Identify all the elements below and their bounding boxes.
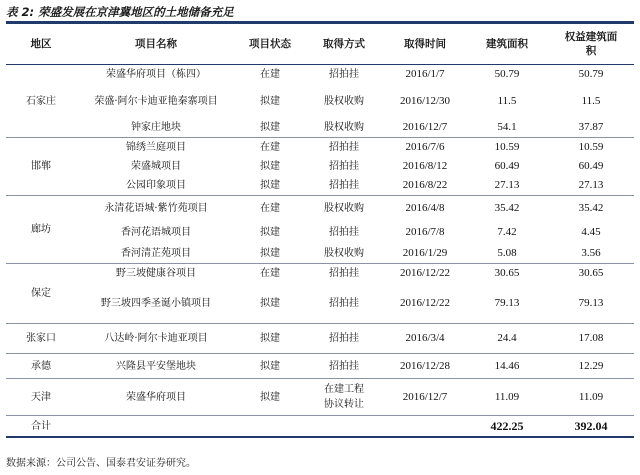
date-cell: 2016/4/8 (405, 201, 445, 214)
region-cell: 石家庄 (6, 65, 76, 138)
date-cell: 2016/8/22 (384, 176, 466, 196)
header-region: 地区 (6, 24, 76, 65)
total-label: 合计 (6, 416, 76, 438)
date-cell: 2016/7/8 (405, 225, 445, 238)
table-row (6, 157, 634, 176)
status-cell: 拟建 (236, 244, 304, 264)
project-cell: 兴隆县平安堡地块 (76, 354, 236, 379)
status-cell: 拟建 (236, 354, 304, 379)
equity-cell: 27.13 (548, 176, 634, 196)
area-cell: 50.79 (494, 68, 520, 80)
method-cell: 股权收购 (324, 202, 364, 214)
total-area: 422.25 (466, 416, 548, 438)
total-row (6, 416, 634, 438)
equity-cell: 17.08 (548, 324, 634, 354)
region-cell: 廊坊 (6, 196, 76, 264)
equity-cell: 4.45 (581, 225, 601, 238)
method-cell: 招拍挂 (329, 226, 359, 238)
source-note: 数据来源：公司公告、国泰君安证券研究。 (6, 458, 196, 469)
method-cell: 股权收购 (324, 95, 364, 107)
project-cell: 荣盛华府项目 (76, 379, 236, 416)
method-cell: 招拍挂 (329, 268, 359, 279)
equity-cell: 60.49 (578, 160, 604, 172)
date-cell: 2016/12/22 (384, 283, 466, 324)
date-cell: 2016/1/7 (405, 68, 445, 80)
header-project: 项目名称 (76, 24, 236, 65)
status-cell: 拟建 (260, 95, 280, 107)
header-equity: 权益建筑面积 (548, 24, 634, 65)
table-row (6, 118, 634, 138)
table-row (6, 379, 634, 416)
table-row (6, 138, 634, 158)
date-cell: 2016/12/30 (399, 94, 451, 107)
table-row (6, 220, 634, 244)
date-cell: 2016/1/29 (384, 244, 466, 264)
header-method: 取得方式 (304, 24, 384, 65)
status-cell: 在建 (260, 69, 280, 80)
status-cell: 在建 (260, 142, 280, 153)
region-cell: 保定 (6, 264, 76, 324)
total-empty (384, 416, 466, 438)
land-reserve-table (6, 24, 634, 438)
table-row (6, 354, 634, 379)
equity-cell: 11.5 (581, 94, 601, 107)
area-cell: 11.09 (466, 379, 548, 416)
area-cell: 30.65 (494, 267, 520, 279)
equity-cell: 35.42 (578, 201, 604, 214)
status-cell: 拟建 (236, 379, 304, 416)
area-cell: 27.13 (466, 176, 548, 196)
project-cell: 香河花语城项目 (121, 226, 191, 238)
project-cell: 钟家庄地块 (76, 118, 236, 138)
project-cell: 公园印象项目 (76, 176, 236, 196)
date-cell: 2016/12/28 (384, 354, 466, 379)
area-cell: 79.13 (466, 283, 548, 324)
equity-cell: 30.65 (578, 267, 604, 279)
method-cell: 在建工程协议转让 (304, 379, 384, 416)
method-cell: 招拍挂 (304, 283, 384, 324)
area-cell: 5.08 (466, 244, 548, 264)
table-caption: 表 2: 荣盛发展在京津冀地区的土地储备充足 (6, 5, 234, 19)
method-cell: 股权收购 (304, 118, 384, 138)
table-row (6, 196, 634, 221)
equity-cell: 10.59 (578, 141, 604, 153)
area-cell: 7.42 (497, 225, 517, 238)
area-cell: 10.59 (494, 141, 520, 153)
project-cell: 野三坡健康谷项目 (116, 268, 196, 279)
header-area: 建筑面积 (466, 24, 548, 65)
status-cell: 拟建 (236, 283, 304, 324)
equity-cell: 3.56 (548, 244, 634, 264)
table-row (6, 283, 634, 324)
total-equity: 392.04 (548, 416, 634, 438)
status-cell: 拟建 (260, 161, 280, 172)
method-cell: 招拍挂 (329, 161, 359, 172)
table-row (6, 264, 634, 284)
date-cell: 2016/8/12 (402, 160, 448, 172)
area-cell: 11.5 (497, 94, 517, 107)
table-row (6, 176, 634, 196)
header-row (6, 24, 634, 65)
area-cell: 24.4 (466, 324, 548, 354)
status-cell: 拟建 (236, 176, 304, 196)
header-status: 项目状态 (236, 24, 304, 65)
equity-cell: 11.09 (548, 379, 634, 416)
region-cell: 张家口 (6, 324, 76, 354)
date-cell: 2016/3/4 (384, 324, 466, 354)
project-cell: 野三坡四季圣诞小镇项目 (76, 283, 236, 324)
table-row (6, 244, 634, 264)
equity-cell: 37.87 (548, 118, 634, 138)
status-cell: 在建 (260, 202, 280, 214)
area-cell: 60.49 (494, 160, 520, 172)
method-cell: 招拍挂 (304, 176, 384, 196)
total-empty (304, 416, 384, 438)
header-date: 取得时间 (384, 24, 466, 65)
project-cell: 锦绣兰庭项目 (126, 142, 186, 153)
method-cell: 招拍挂 (304, 354, 384, 379)
project-cell: 荣盛华府项目（栋四） (106, 69, 206, 80)
status-cell: 拟建 (236, 324, 304, 354)
project-cell: 香河清芷苑项目 (76, 244, 236, 264)
method-cell: 招拍挂 (329, 142, 359, 153)
method-cell: 招拍挂 (304, 324, 384, 354)
status-cell: 拟建 (260, 226, 280, 238)
equity-cell: 79.13 (548, 283, 634, 324)
project-cell: 八达岭·阿尔卡迪亚项目 (76, 324, 236, 354)
method-cell: 招拍挂 (329, 69, 359, 80)
area-cell: 14.46 (466, 354, 548, 379)
region-cell: 承德 (6, 354, 76, 379)
status-cell: 在建 (260, 268, 280, 279)
equity-cell: 12.29 (548, 354, 634, 379)
method-cell: 股权收购 (304, 244, 384, 264)
date-cell: 2016/12/7 (384, 118, 466, 138)
equity-cell: 50.79 (578, 68, 604, 80)
table-row (6, 84, 634, 118)
total-empty (76, 416, 236, 438)
total-empty (236, 416, 304, 438)
table-row (6, 324, 634, 354)
date-cell: 2016/12/7 (384, 379, 466, 416)
table-row (6, 65, 634, 85)
area-cell: 35.42 (494, 201, 520, 214)
status-cell: 拟建 (236, 118, 304, 138)
project-cell: 荣盛城项目 (131, 161, 181, 172)
date-cell: 2016/12/22 (399, 267, 451, 279)
area-cell: 54.1 (466, 118, 548, 138)
project-cell: 永清花语城·紫竹苑项目 (104, 202, 208, 214)
project-cell: 荣盛·阿尔卡迪亚艳秦寨项目 (94, 95, 218, 107)
region-cell: 邯郸 (6, 138, 76, 196)
date-cell: 2016/7/6 (405, 141, 445, 153)
region-cell: 天津 (6, 379, 76, 416)
